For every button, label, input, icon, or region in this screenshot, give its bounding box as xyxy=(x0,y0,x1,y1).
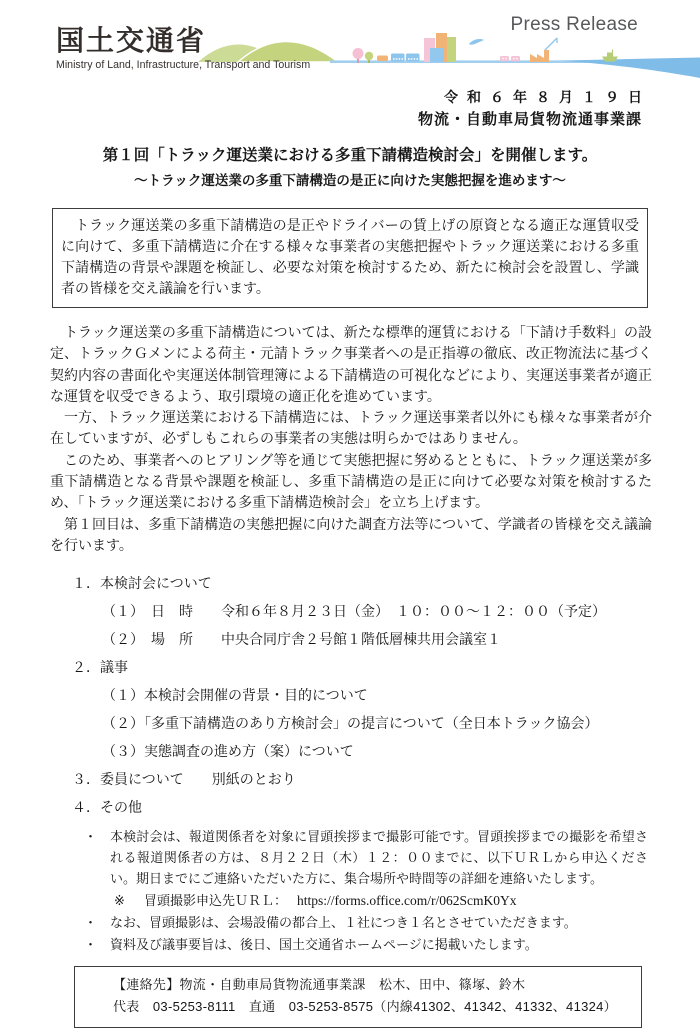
note-url-label: 冒頭撮影申込先ＵＲＬ： xyxy=(144,893,288,909)
contact-line-1: 【連絡先】物流・自動車局貨物流通事業課 松木、田中、篠塚、鈴木 xyxy=(113,977,526,993)
note-text: 本検討会は、報道関係者を対象に冒頭挨拶まで撮影可能です。冒頭挨拶までの撮影を希望される報道関係者の方は、８月２２日（木）１２：００までに、以下ＵＲＬから申込ください。期日までにご連絡いただいた方に、集合場所や時間等の詳細を連絡いたします。 xyxy=(110,829,648,887)
note-bullet: ・ xyxy=(84,937,98,953)
tree-icon xyxy=(365,52,373,60)
note-item xyxy=(84,826,648,889)
water-shape xyxy=(558,58,700,79)
building-icon xyxy=(447,37,456,62)
body-block xyxy=(50,322,652,556)
title-block xyxy=(0,146,700,189)
section-heading: ４．その他 xyxy=(72,799,142,816)
section-item: （１）本検討会開催の背景・目的について xyxy=(102,687,368,704)
body-paragraph: このため、事業者へのヒアリング等を通じて実態把握に努めるとともに、トラック運送業が多重下請構造となる背景や課題を検証し、多重下請構造の是正に向けて必要な対策を検討するため、「トラック運送業における多重下請構造検討会」を立ち上げます。 xyxy=(50,451,652,511)
ministry-name-en: Ministry of Land, Infrastructure, Transport and Tourism xyxy=(56,59,311,71)
contact-line-2: 代表 03-5253-8111 直通 03-5253-8575（内線41302、41342、41332、41324） xyxy=(113,999,617,1015)
note-bullet: ・ xyxy=(84,915,98,931)
ministry-name: 国土交通省 xyxy=(56,25,207,56)
section-heading: ２．議事 xyxy=(72,659,128,676)
ministry-logo xyxy=(56,26,310,71)
contact-box xyxy=(74,966,642,1028)
body-paragraph: 第１回目は、多重下請構造の実態把握に向けた調査方法等について、学識者の皆様を交え議論を行います。 xyxy=(50,515,652,553)
section-heading: ３．委員について 別紙のとおり xyxy=(72,771,296,788)
note-item xyxy=(114,890,648,911)
body-paragraph: トラック運送業の多重下請構造については、新たな標準的運賃における「下請け手数料」の設定、トラックＧメンによる荷主・元請トラック事業者への是正指導の徹底、改正物流法に基づく契約内容の書面化や実運送体制管理簿による下請構造の可視化などにより、実運送事業者が適正な運賃を収受できるよう、取引環境の適正化を進めています。 xyxy=(50,324,652,404)
train-icon xyxy=(391,54,405,62)
notes-list xyxy=(84,826,648,955)
ship-icon xyxy=(607,53,613,57)
note-ref-marker: ※ xyxy=(114,893,125,909)
application-url-link[interactable]: https://forms.office.com/r/062ScmK0Yx xyxy=(297,893,517,909)
doc-subtitle: ～トラック運送業の多重下請構造の是正に向けた実態把握を進めます～ xyxy=(134,173,566,188)
tree-icon xyxy=(353,48,364,59)
section-item: （２）「多重下請構造のあり方検討会」の提言について（全日本トラック協会） xyxy=(102,715,599,732)
document-header xyxy=(0,0,700,84)
section-heading: １．本検討会について xyxy=(72,575,212,592)
release-date: 令和６年８月１９日 xyxy=(444,89,651,105)
car-icon xyxy=(500,56,509,61)
note-item xyxy=(84,934,648,955)
crane-icon xyxy=(545,38,557,50)
note-item xyxy=(84,912,648,933)
press-release-label: Press Release xyxy=(510,14,638,35)
note-text: なお、冒頭撮影は、会場設備の都合上、１社につき１名とさせていただきます。 xyxy=(110,915,577,931)
airplane-icon xyxy=(469,39,484,45)
section-item: （３）実態調査の進め方（案）について xyxy=(102,743,354,760)
section-item: （１） 日 時 令和６年８月２３日（金） １０：００～１２：００（予定） xyxy=(102,603,606,620)
section-item: （２） 場 所 中央合同庁舎２号館１階低層棟共用会議室１ xyxy=(102,631,501,648)
factory-icon xyxy=(530,50,549,62)
summary-text: トラック運送業の多重下請構造の是正やドライバーの賃上げの原資となる適正な運賃収受に向けて、多重下請構造に介在する様々な事業者の実態把握やトラック運送業における多重下請構造の背景や課題を検証し、必要な対策を検討するため、新たに検討会を設置し、学識者の皆様を交え議論を行います。 xyxy=(61,217,640,296)
car-icon xyxy=(511,56,520,61)
car-icon xyxy=(377,56,388,62)
summary-box xyxy=(52,208,648,308)
department-line: 物流・自動車局貨物流通事業課 xyxy=(417,111,642,128)
note-bullet: ・ xyxy=(84,829,98,845)
note-text: 資料及び議事要旨は、後日、国土交通省ホームページに掲載いたします。 xyxy=(110,937,538,953)
doc-title: 第１回「トラック運送業における多重下請構造検討会」を開催します。 xyxy=(102,147,598,164)
agenda-sections xyxy=(72,570,660,818)
building-icon xyxy=(430,48,444,62)
body-paragraph: 一方、トラック運送業における下請構造には、トラック運送事業者以外にも様々な事業者が介在していますが、必ずしもこれらの事業者の実態は明らかではありません。 xyxy=(50,409,652,447)
train-icon xyxy=(406,54,420,62)
date-block xyxy=(0,88,700,129)
